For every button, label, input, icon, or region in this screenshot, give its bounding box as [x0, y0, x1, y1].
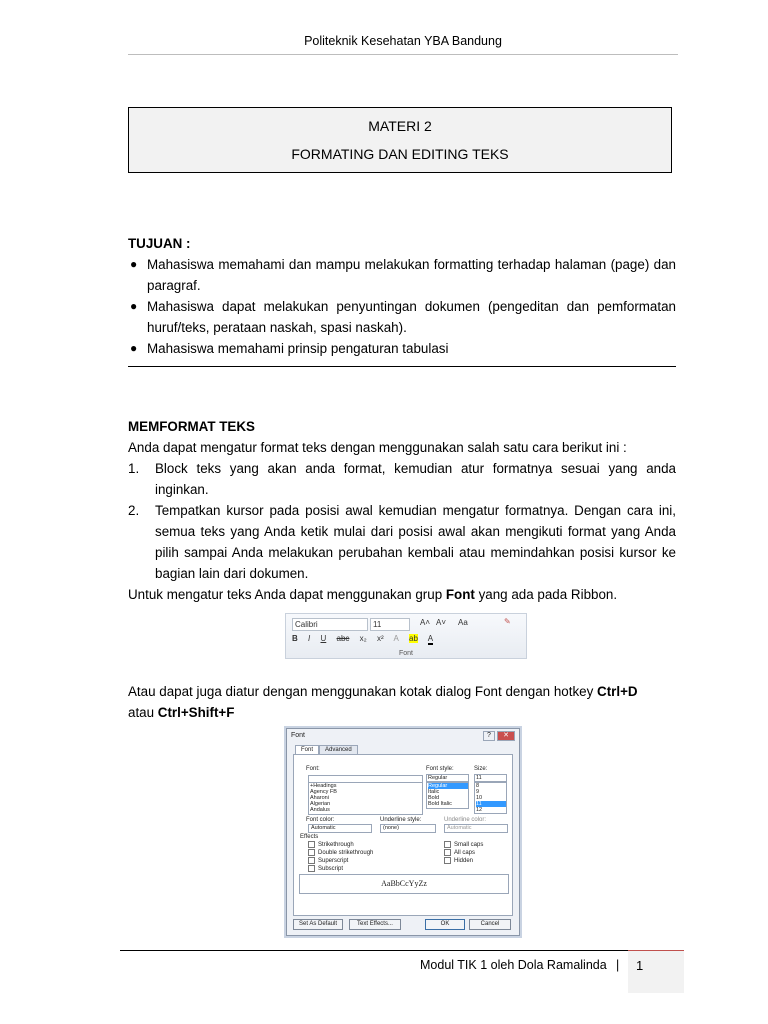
- page-header: Politeknik Kesehatan YBA Bandung: [128, 34, 678, 55]
- list-item: ● Mahasiswa memahami dan mampu melakukan formatting terhadap halaman (page) dan paragraf.: [128, 254, 676, 296]
- ribbon-row-2: [292, 634, 441, 643]
- help-icon: ?: [483, 731, 495, 741]
- subscript-icon: x₂: [359, 634, 367, 643]
- preview-box: AaBbCcYyZz: [299, 874, 509, 894]
- font-name-box: Calibri: [292, 618, 368, 631]
- font-color-icon: A: [427, 634, 434, 643]
- set-default-button: Set As Default: [293, 919, 343, 930]
- ribbon-sentence: Untuk mengatur teks Anda dapat menggunakan grup Font yang ada pada Ribbon.: [128, 587, 618, 602]
- strikethrough-icon: abc: [336, 634, 350, 643]
- subscript-checkbox: Subscript: [308, 865, 343, 872]
- font-dialog-screenshot: [286, 728, 520, 936]
- list-item: ● Mahasiswa memahami prinsip pengaturan tabulasi: [128, 338, 676, 359]
- font-size-box: 11: [370, 618, 410, 631]
- page-number: 1: [636, 958, 644, 973]
- footer-separator: |: [616, 958, 620, 972]
- format-steps: [128, 458, 676, 584]
- format-intro: Anda dapat mengatur format teks dengan menggunakan salah satu cara berikut ini :: [128, 440, 627, 455]
- style-input: Regular: [426, 774, 469, 782]
- all-caps-checkbox: All caps: [444, 849, 475, 856]
- font-ribbon-screenshot: [285, 613, 527, 659]
- title-box: [128, 107, 672, 173]
- underline-style-dropdown: (none): [380, 824, 436, 833]
- bold-icon: B: [292, 634, 298, 643]
- section-divider: [128, 366, 676, 367]
- effects-label: Effects: [300, 834, 319, 840]
- text-effects-icon: A: [393, 634, 399, 643]
- superscript-checkbox: Superscript: [308, 857, 348, 864]
- underline-style-label: Underline style:: [380, 817, 422, 823]
- dialog-sentence: Atau dapat juga diatur dengan menggunakan kotak dialog Font dengan hotkey Ctrl+D atau Ctrl+Shift+F: [128, 684, 638, 720]
- font-color-dropdown: Automatic: [308, 824, 372, 833]
- double-strikethrough-checkbox: Double strikethrough: [308, 849, 373, 856]
- underline-icon: U: [320, 634, 327, 643]
- underline-color-label: Underline color:: [444, 817, 487, 823]
- style-label: Font style:: [426, 766, 454, 772]
- ribbon-group-label: Font: [398, 650, 413, 657]
- superscript-icon: x²: [376, 634, 384, 643]
- small-caps-checkbox: Small caps: [444, 841, 483, 848]
- font-color-label: Font color:: [306, 817, 335, 823]
- style-list: Regular Italic Bold Bold Italic: [426, 782, 469, 809]
- footer-text: Modul TIK 1 oleh Dola Ramalinda: [420, 958, 607, 972]
- tab-advanced: Advanced: [319, 745, 358, 754]
- bullet-icon: ●: [130, 299, 138, 313]
- window-controls: [481, 731, 515, 741]
- bullet-icon: ●: [130, 257, 138, 271]
- objectives-list: [128, 254, 676, 359]
- size-list: 8 9 10 11 12: [474, 782, 507, 814]
- underline-color-dropdown: Automatic: [444, 824, 508, 833]
- list-item: 2. Tempatkan kursor pada posisi awal kemudian mengatur formatnya. Dengan cara ini, semua teks yang Anda ketik mulai dari posisi awal akan mengikuti format yang Anda pilih sampai Anda melakukan perubahan kembali atau memindahkan posisi kursor ke bagian lain dari dokumen.: [128, 503, 676, 581]
- size-input: 11: [474, 774, 507, 782]
- bullet-icon: ●: [130, 341, 138, 355]
- title-line-2: FORMATING DAN EDITING TEKS: [291, 146, 509, 162]
- page-number-box: [628, 951, 684, 993]
- tab-font: Font: [295, 745, 319, 754]
- format-heading: MEMFORMAT TEKS: [128, 419, 255, 434]
- font-label: Font:: [306, 766, 320, 772]
- title-line-1: MATERI 2: [368, 118, 432, 134]
- dialog-title: Font: [291, 732, 306, 739]
- change-case-icon: Aa: [458, 618, 468, 627]
- list-item: ● Mahasiswa dapat melakukan penyuntingan dokumen (pengeditan dan pemformatan huruf/teks, perataan naskah, spasi naskah).: [128, 296, 676, 338]
- hidden-checkbox: Hidden: [444, 857, 473, 864]
- close-icon: ✕: [497, 731, 515, 741]
- footer-divider: [120, 950, 684, 951]
- strikethrough-checkbox: Strikethrough: [308, 841, 354, 848]
- dialog-tabs: [295, 745, 358, 754]
- clear-format-icon: ✎: [504, 617, 511, 626]
- font-list: +Headings Agency FB Aharoni Algerian Andalus: [308, 782, 423, 815]
- highlight-icon: ab: [409, 634, 418, 643]
- objectives-section: [128, 233, 676, 359]
- italic-icon: I: [308, 634, 311, 643]
- format-section: [128, 416, 676, 605]
- ok-button: OK: [425, 919, 465, 930]
- objectives-heading: TUJUAN :: [128, 236, 191, 251]
- text-effects-button: Text Effects...: [349, 919, 401, 930]
- grow-font-icon: A˄: [420, 618, 431, 627]
- cancel-button: Cancel: [469, 919, 511, 930]
- shrink-font-icon: A˅: [436, 618, 447, 627]
- list-item: 1. Block teks yang akan anda format, kemudian atur formatnya sesuai yang anda inginkan.: [128, 461, 676, 497]
- size-label: Size:: [474, 766, 488, 772]
